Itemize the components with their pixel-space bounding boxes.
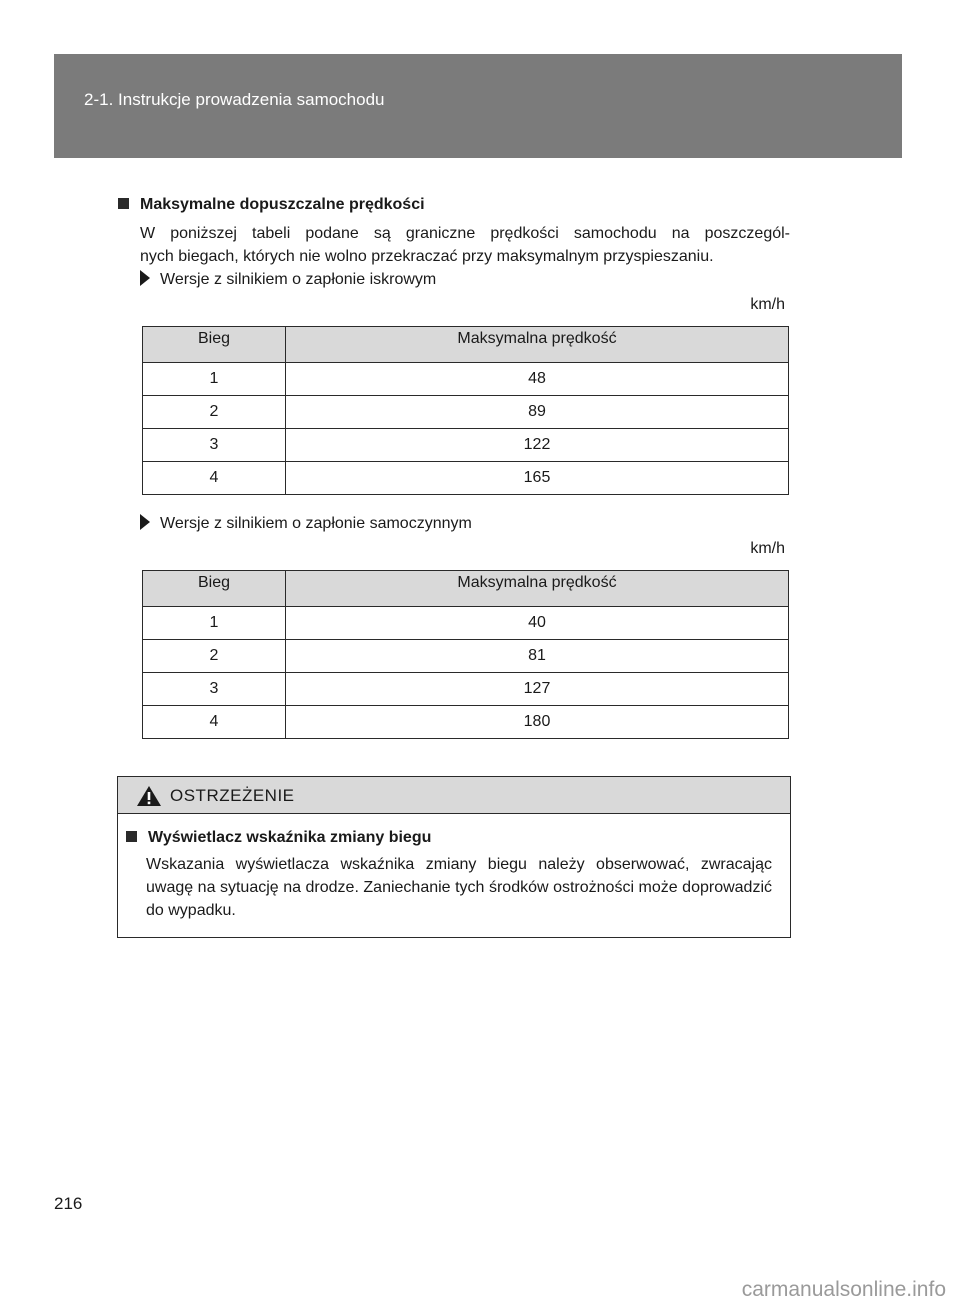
warning-text: Wskazania wyświetlacza wskaźnika zmiany biegu należy obserwować, zwracając uwagę na sytuację na drodze. Zaniechanie tych środków ostrożności może doprowadzić do wypadku. (146, 856, 772, 919)
watermark: carmanualsonline.info (741, 1278, 946, 1301)
warning-triangle-icon (136, 785, 162, 807)
table-row (143, 462, 789, 495)
page-number: 216 (54, 1194, 83, 1213)
table-row (143, 640, 789, 673)
warning-box (117, 776, 791, 938)
triangle-bullet-icon (140, 514, 150, 530)
diesel-speed-table (142, 570, 789, 739)
triangle-bullet-icon (140, 270, 150, 286)
section-title (118, 196, 425, 214)
intro-line-2: nych biegach, których nie wolno przekraczać przy maksymalnym przyspieszaniu. (140, 248, 714, 265)
intro-line-1: W poniższej tabeli podane są graniczne prędkości samochodu na poszczegól- (140, 225, 790, 242)
diesel-unit: km/h (750, 540, 785, 557)
table-row (143, 607, 789, 640)
gear-cell: 3 (143, 673, 286, 706)
table-header-row (143, 327, 789, 363)
warning-title-text: Wyświetlacz wskaźnika zmiany biegu (148, 829, 432, 846)
petrol-speed-table (142, 326, 789, 495)
speed-cell: 122 (286, 429, 789, 462)
col-speed-header: Maksymalna prędkość (286, 571, 789, 607)
gear-cell: 3 (143, 429, 286, 462)
col-gear-header: Bieg (143, 327, 286, 363)
section-title-text: Maksymalne dopuszczalne prędkości (140, 196, 425, 213)
page-header (54, 54, 902, 158)
gear-cell: 2 (143, 640, 286, 673)
diesel-heading-text: Wersje z silnikiem o zapłonie samoczynnym (160, 515, 472, 532)
petrol-heading-text: Wersje z silnikiem o zapłonie iskrowym (160, 271, 437, 288)
table-row (143, 363, 789, 396)
table-header-row (143, 571, 789, 607)
speed-cell: 40 (286, 607, 789, 640)
intro-paragraph (140, 222, 790, 268)
gear-cell: 2 (143, 396, 286, 429)
diesel-heading (140, 514, 472, 533)
square-bullet-icon (126, 831, 137, 842)
speed-cell: 89 (286, 396, 789, 429)
table-row (143, 706, 789, 739)
square-bullet-icon (118, 198, 129, 209)
petrol-heading (140, 270, 436, 289)
speed-cell: 127 (286, 673, 789, 706)
chapter-title: 2-1. Instrukcje prowadzenia samochodu (84, 90, 385, 109)
speed-cell: 180 (286, 706, 789, 739)
warning-label: OSTRZEŻENIE (170, 786, 295, 805)
speed-cell: 48 (286, 363, 789, 396)
gear-cell: 1 (143, 363, 286, 396)
table-row (143, 396, 789, 429)
table-row (143, 429, 789, 462)
gear-cell: 4 (143, 706, 286, 739)
speed-cell: 165 (286, 462, 789, 495)
speed-cell: 81 (286, 640, 789, 673)
table-row (143, 673, 789, 706)
col-gear-header: Bieg (143, 571, 286, 607)
warning-title (126, 829, 431, 847)
gear-cell: 1 (143, 607, 286, 640)
warning-header (118, 777, 790, 814)
col-speed-header: Maksymalna prędkość (286, 327, 789, 363)
petrol-unit: km/h (750, 296, 785, 313)
gear-cell: 4 (143, 462, 286, 495)
